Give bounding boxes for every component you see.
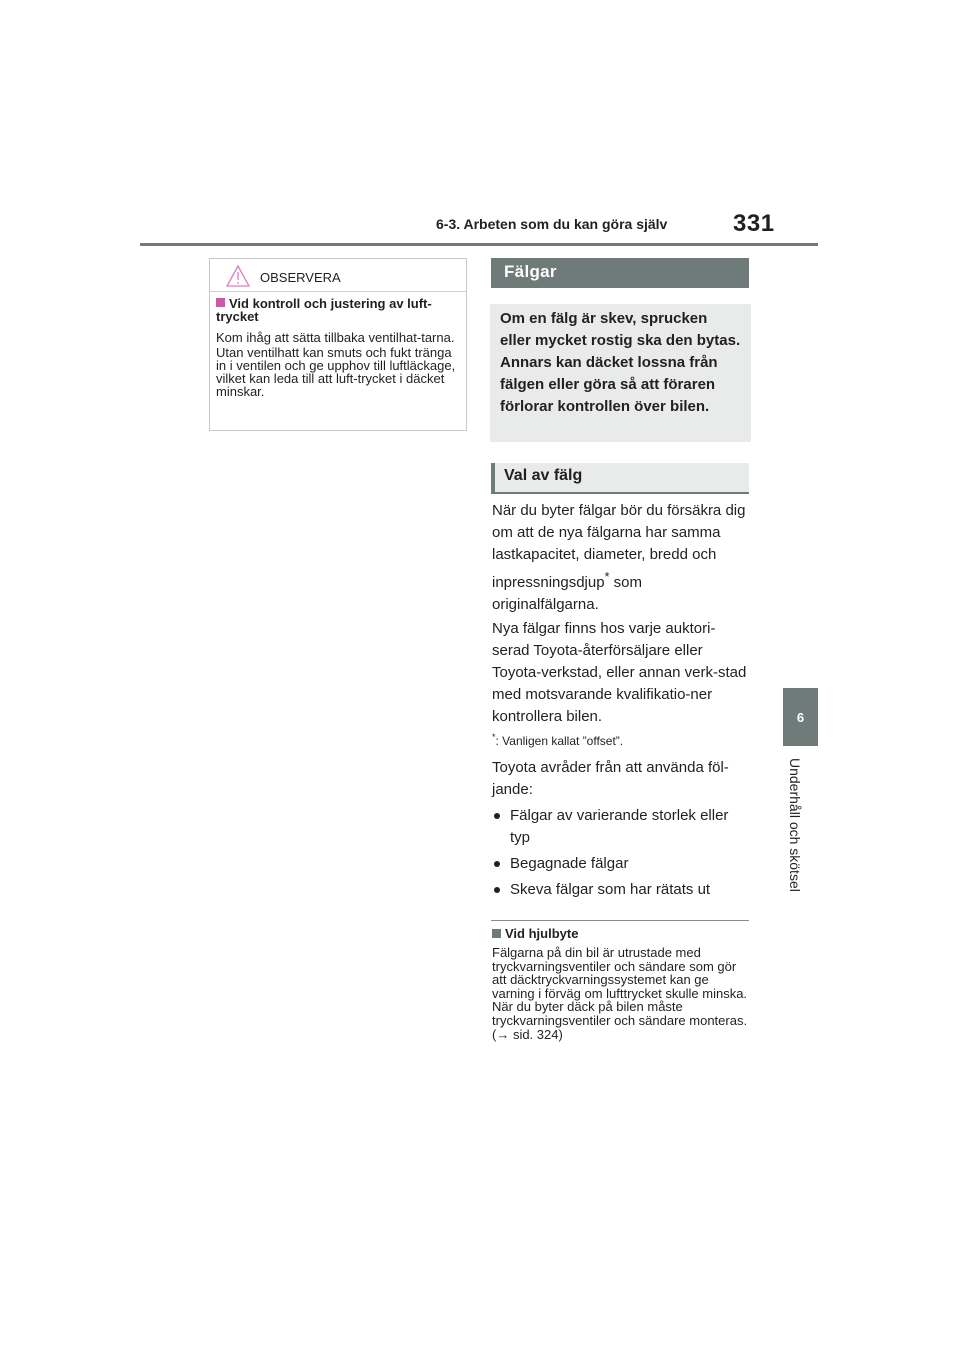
intro-box: Om en fälg är skev, sprucken eller mycket rostig ska den bytas. Annars kan däcket lossna från fälgen eller göra så att föraren förlorar kontrollen över bilen. [490,304,751,442]
square-bullet-icon [216,298,225,307]
note-title: OBSERVERA [260,270,341,285]
section-title-bar: Fälgar [491,258,749,288]
page-number: 331 [733,210,775,237]
footnote-ref[interactable]: * [604,570,610,584]
list-item [492,879,752,901]
list-item [492,805,752,849]
chapter-number: 6 [796,709,805,725]
paragraph-1 [492,500,752,616]
note-body [216,331,464,400]
footnote-mark: * [492,732,496,742]
footnote [492,732,623,748]
note-rule [210,291,466,292]
paragraph-1-end: som originalfälgarna. [492,574,642,613]
wheel-change-body: Fälgarna på din bil är utrustade med tryckvarningsventiler och sändare som gör att däcktryckvarningssystemet kan ge varning i förväg om lufttrycket skulle minska. När du byter däck på bilen måste tryckvarningsventiler och sändare monteras. (→ sid. 324) [492,945,748,1042]
header-rule [140,243,818,246]
paragraph-1-text: När du byter fälgar bör du försäkra dig om att de nya fälgarna har samma lastkapacitet, diameter, bredd och inpressningsdjup [492,502,746,591]
warning-triangle-icon [226,265,250,287]
footnote-text: : Vanligen kallat ”offset”. [495,734,624,748]
wheel-change-title [492,926,578,941]
paragraph-3: Toyota avråder från att använda föl-jande: [492,759,729,798]
list-item-text: Begagnade fälgar [510,855,629,872]
subsection-title-bar: Val av fälg [491,463,749,494]
note-paragraph: Kom ihåg att sätta tillbaka ventilhat-tarna. [216,330,455,345]
square-bullet-icon [492,929,501,938]
note-subtitle [216,297,462,323]
header-section-title: 6-3. Arbeten som du kan göra själv [436,216,668,232]
bullet-list [492,805,752,905]
wheel-change-title-text: Vid hjulbyte [505,926,579,941]
list-item-text: Skeva fälgar som har rätats ut [510,881,711,898]
paragraph-2: Nya fälgar finns hos varje auktori-serad Toyota-återförsäljare eller Toyota-verkstad, eller annan verk-stad med motsvarande kvalifikatio-ner kontrollera bilen. [492,620,747,725]
wheel-change-rule [491,920,749,921]
bullet-dot-icon [494,861,500,867]
bullet-dot-icon [494,813,500,819]
list-item [492,853,752,875]
chapter-tab[interactable] [783,688,818,746]
bullet-dot-icon [494,887,500,893]
note-box [209,258,467,431]
list-item-text: Fälgar av varierande storlek eller typ [510,807,729,846]
note-subtitle-text: Vid kontroll och justering av luft-trycket [216,296,432,324]
note-paragraph: Utan ventilhatt kan smuts och fukt tränga in i ventilen och ge upphov till luftläckage, vilket kan leda till att luft-trycket i däcket minskar. [216,345,456,399]
chapter-label: Underhåll och skötsel [787,758,803,892]
note-header [210,265,466,291]
